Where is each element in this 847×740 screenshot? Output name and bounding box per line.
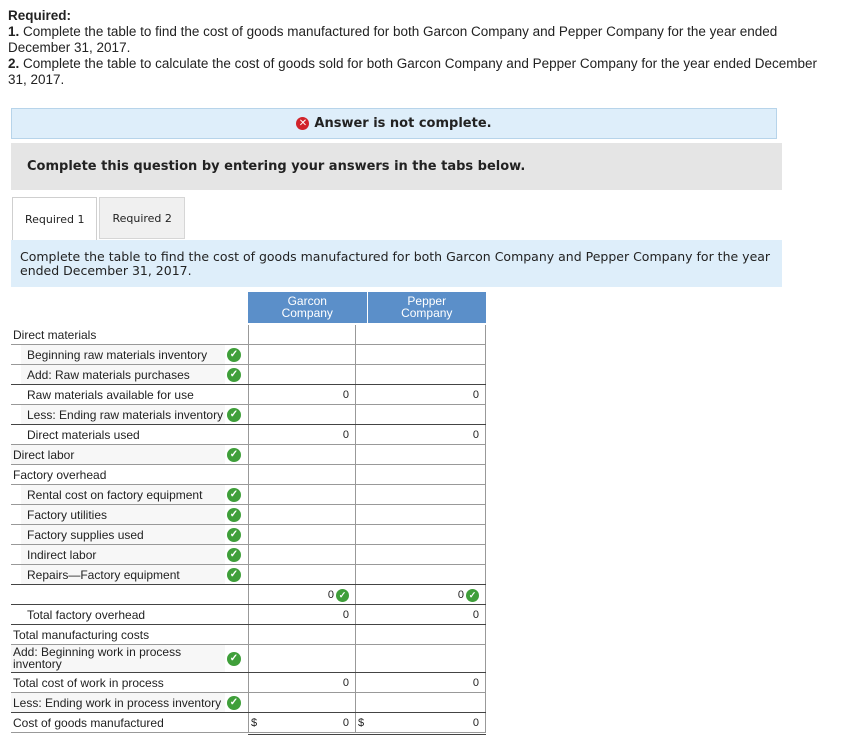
- garcon-amount-input[interactable]: [248, 385, 356, 405]
- tab-bar: [12, 197, 185, 239]
- row-divider: [11, 732, 486, 733]
- table-row: [11, 565, 486, 585]
- check-icon: ✓: [227, 348, 241, 362]
- row-label: Direct materials: [13, 328, 97, 342]
- row-label: Indirect labor: [27, 548, 97, 562]
- pepper-amount-input[interactable]: [356, 505, 486, 525]
- check-icon: ✓: [227, 408, 241, 422]
- answer-status-banner: [11, 108, 777, 139]
- cell-value: 0: [342, 717, 349, 729]
- cell-value: 0: [472, 389, 479, 401]
- garcon-amount-input[interactable]: [248, 525, 356, 545]
- table-row: [11, 713, 486, 733]
- garcon-amount-input[interactable]: [248, 605, 356, 625]
- table-row: [11, 545, 486, 565]
- row-label: Total manufacturing costs: [13, 628, 150, 642]
- cell-value: 0: [457, 589, 464, 601]
- garcon-amount-input[interactable]: [248, 625, 356, 645]
- row-label: Rental cost on factory equipment: [27, 488, 203, 502]
- check-icon: ✓: [227, 548, 241, 562]
- pepper-amount-input[interactable]: [356, 625, 486, 645]
- garcon-amount-input[interactable]: [248, 345, 356, 365]
- row-label: Less: Ending raw materials inventory: [27, 408, 224, 422]
- pepper-amount-input[interactable]: [356, 585, 486, 605]
- tab-instructions: [11, 240, 782, 287]
- column-header-pepper: Pepper Company: [401, 294, 453, 320]
- table-row: [11, 693, 486, 713]
- table-row: [11, 605, 486, 625]
- pepper-amount-input[interactable]: [356, 485, 486, 505]
- x-circle-icon: ✕: [296, 117, 309, 130]
- check-icon: ✓: [227, 508, 241, 522]
- row-label: Add: Beginning work in process inventory: [13, 645, 182, 671]
- check-icon: ✓: [336, 589, 349, 602]
- tab-required-2[interactable]: [99, 197, 184, 239]
- cell-value: 0: [472, 609, 479, 621]
- table-row: [11, 673, 486, 693]
- garcon-amount-input[interactable]: [248, 465, 356, 485]
- pepper-amount-input[interactable]: [356, 385, 486, 405]
- garcon-amount-input[interactable]: [248, 325, 356, 345]
- garcon-amount-input[interactable]: [248, 645, 356, 673]
- row-label: Total cost of work in process: [13, 676, 164, 690]
- garcon-amount-input[interactable]: [248, 485, 356, 505]
- check-icon: ✓: [466, 589, 479, 602]
- required-item-2: 2. Complete the table to calculate the cost of goods sold for both Garcon Company and Pepper Company for the year ended December 31, 2017.: [8, 56, 817, 87]
- garcon-amount-input[interactable]: [248, 585, 356, 605]
- garcon-amount-input[interactable]: [248, 673, 356, 693]
- check-icon: ✓: [227, 568, 241, 582]
- column-header-garcon: Garcon Company: [248, 292, 368, 323]
- row-label: Beginning raw materials inventory: [27, 348, 208, 362]
- pepper-amount-input[interactable]: [356, 325, 486, 345]
- check-icon: ✓: [227, 652, 241, 666]
- row-label: Factory supplies used: [27, 528, 144, 542]
- garcon-amount-input[interactable]: [248, 445, 356, 465]
- row-label: Repairs—Factory equipment: [27, 568, 180, 582]
- panel-text: Complete this question by entering your answers in the tabs below.: [27, 159, 526, 174]
- pepper-amount-input[interactable]: [356, 465, 486, 485]
- row-label: Total factory overhead: [27, 608, 146, 622]
- row-label: Factory utilities: [27, 508, 108, 522]
- required-heading: Required:: [8, 8, 72, 23]
- table-row: [11, 465, 486, 485]
- cell-value: 0: [472, 429, 479, 441]
- check-icon: ✓: [227, 528, 241, 542]
- cell-value: 0: [342, 429, 349, 441]
- pepper-amount-input[interactable]: [356, 605, 486, 625]
- table-header: [248, 292, 486, 323]
- dollar-sign: $: [251, 717, 258, 729]
- garcon-amount-input[interactable]: [248, 565, 356, 585]
- required-item-1: 1. Complete the table to find the cost of goods manufactured for both Garcon Company and Pepper Company for the year ended December 31, 2017.: [8, 24, 778, 55]
- row-label: Factory overhead: [13, 468, 107, 482]
- row-label: Less: Ending work in process inventory: [13, 696, 222, 710]
- cell-value: 0: [342, 677, 349, 689]
- check-icon: ✓: [227, 696, 241, 710]
- dollar-sign: $: [358, 717, 365, 729]
- table-row: [11, 645, 486, 673]
- table-row: [11, 425, 486, 445]
- table-row: [11, 405, 486, 425]
- garcon-amount-input[interactable]: [248, 425, 356, 445]
- cell-value: 0: [342, 609, 349, 621]
- cell-value: 0: [472, 677, 479, 689]
- cell-value: 0: [342, 389, 349, 401]
- row-label: Raw materials available for use: [27, 388, 194, 402]
- cell-value: 0: [327, 589, 334, 601]
- pepper-amount-input[interactable]: [356, 565, 486, 585]
- table-row: [11, 385, 486, 405]
- tab-label: Required 1: [25, 212, 85, 226]
- table-row: [11, 505, 486, 525]
- pepper-amount-input[interactable]: [356, 545, 486, 565]
- check-icon: ✓: [227, 448, 241, 462]
- pepper-amount-input[interactable]: [356, 405, 486, 425]
- pepper-amount-input[interactable]: [356, 525, 486, 545]
- row-label: Direct materials used: [27, 428, 140, 442]
- question-panel: [11, 143, 782, 190]
- pepper-amount-input[interactable]: [356, 345, 486, 365]
- banner-text: Answer is not complete.: [314, 116, 492, 131]
- row-label: Cost of goods manufactured: [13, 716, 164, 730]
- check-icon: ✓: [227, 368, 241, 382]
- cell-value: 0: [472, 717, 479, 729]
- instructions-text: Complete the table to find the cost of goods manufactured for both Garcon Company and Pepper Company for the year ended December 31, 2017.: [20, 249, 771, 278]
- table-row: [11, 585, 486, 605]
- table-row: [11, 525, 486, 545]
- pepper-amount-input[interactable]: [356, 425, 486, 445]
- table-row: [11, 365, 486, 385]
- table-row: [11, 625, 486, 645]
- garcon-amount-input[interactable]: [248, 545, 356, 565]
- requirements: [8, 8, 838, 88]
- garcon-amount-input[interactable]: [248, 693, 356, 713]
- table-row: [11, 485, 486, 505]
- pepper-amount-input[interactable]: [356, 365, 486, 385]
- pepper-amount-input[interactable]: [356, 445, 486, 465]
- row-label: Direct labor: [13, 448, 75, 462]
- pepper-amount-input[interactable]: [356, 673, 486, 693]
- pepper-amount-input[interactable]: [356, 645, 486, 673]
- check-icon: ✓: [227, 488, 241, 502]
- table-row: [11, 345, 486, 365]
- tab-label: Required 2: [112, 211, 172, 225]
- table-row: [11, 325, 486, 345]
- row-label: Add: Raw materials purchases: [27, 368, 190, 382]
- table-row: [11, 445, 486, 465]
- garcon-amount-input[interactable]: [248, 405, 356, 425]
- pepper-amount-input[interactable]: [356, 713, 486, 733]
- tab-required-1[interactable]: [12, 197, 97, 240]
- total-underline: [248, 734, 486, 735]
- garcon-amount-input[interactable]: [248, 505, 356, 525]
- pepper-amount-input[interactable]: [356, 693, 486, 713]
- garcon-amount-input[interactable]: [248, 713, 356, 733]
- garcon-amount-input[interactable]: [248, 365, 356, 385]
